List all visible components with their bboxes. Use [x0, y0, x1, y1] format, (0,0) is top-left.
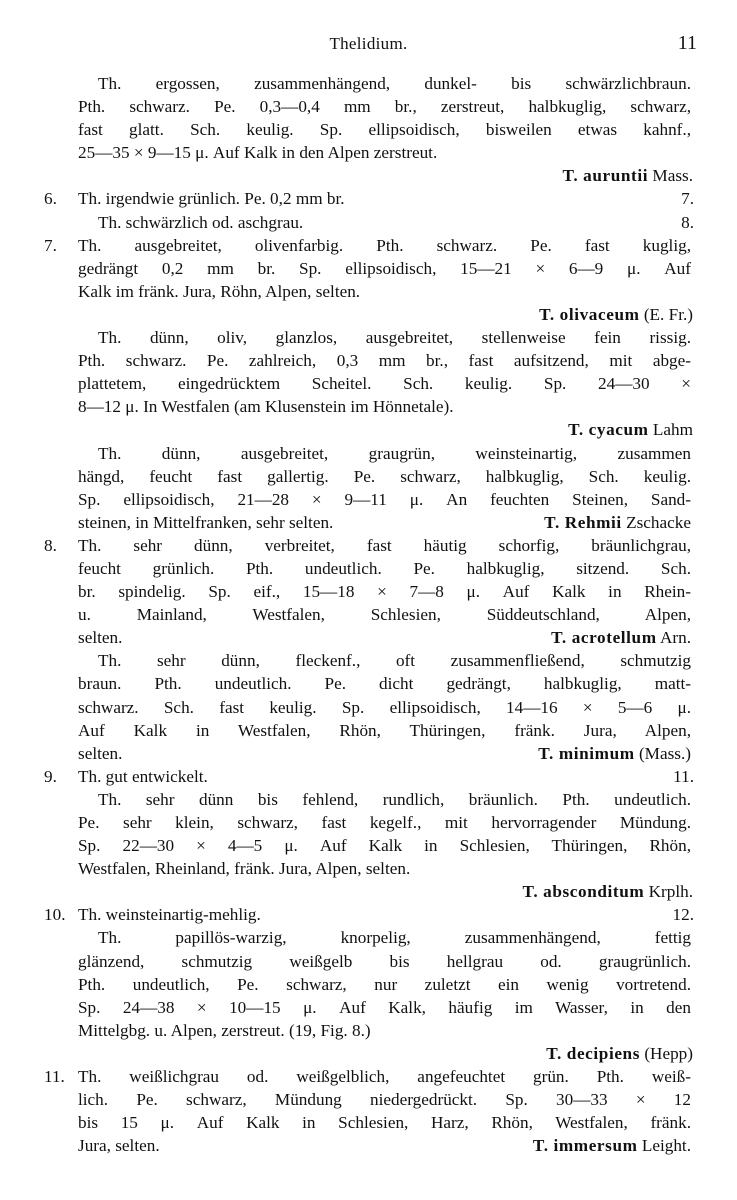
species-author: (E. Fr.) — [639, 304, 693, 324]
line-text: Th. sehr dünn, fleckenf., oft zusammenfließend, schmutzig — [98, 651, 691, 671]
species-name: T. minimum — [538, 743, 635, 763]
text-line — [0, 672, 737, 695]
line-text: plattetem, eingedrücktem Scheitel. Sch. keulig. Sp. 24—30 × — [78, 374, 691, 394]
key-number: 9. — [44, 766, 57, 786]
line-text: Th. dünn, ausgebreitet, graugrün, weinsteinartig, zusammen — [98, 443, 691, 463]
line-text: Mittelgbg. u. Alpen, zerstreut. (19, Fig. 8.) — [78, 1020, 371, 1040]
line-text — [78, 511, 691, 534]
line-text: Th. weinsteinartig-mehlig. — [78, 905, 261, 925]
line-text-start: Jura, selten. — [78, 1136, 160, 1156]
species-name: T. auruntii — [562, 166, 649, 186]
species-name-line — [0, 1042, 737, 1065]
species-author: (Mass.) — [634, 743, 691, 763]
text-line — [0, 187, 737, 210]
text-line — [0, 926, 737, 949]
species-name-line — [0, 880, 737, 903]
species-author: Zschacke — [621, 512, 691, 532]
line-text: feucht grünlich. Pth. undeutlich. Pe. halbkuglig, sitzend. Sch. — [78, 558, 691, 578]
text-line — [0, 857, 737, 880]
text-line — [0, 349, 737, 372]
line-text: Th. ergossen, zusammenhängend, dunkel- bis schwärzlichbraun. — [98, 74, 691, 93]
page-header — [0, 32, 737, 56]
line-text: Pe. sehr klein, schwarz, fast kegelf., mit hervorragender Mündung. — [78, 813, 691, 832]
text-line — [0, 788, 737, 811]
text-line — [0, 1065, 737, 1088]
species-author: (Hepp) — [640, 1043, 693, 1063]
text-line — [0, 1088, 737, 1111]
text-line — [0, 580, 737, 603]
species-citation — [563, 164, 693, 187]
key-number: 6. — [44, 189, 57, 209]
line-text: braun. Pth. undeutlich. Pe. dicht gedrängt, halbkuglig, matt- — [78, 674, 691, 694]
line-text-start: selten. — [78, 628, 123, 648]
key-reference-number: 7. — [681, 189, 694, 209]
key-number: 8. — [44, 535, 57, 555]
species-citation — [544, 511, 691, 534]
text-line — [0, 118, 737, 141]
line-text: Th. dünn, oliv, glanzlos, ausgebreitet, stellenweise fein rissig. — [98, 328, 691, 348]
key-reference-number: 8. — [681, 212, 694, 232]
text-line — [0, 696, 737, 719]
line-text: Sp. 22—30 × 4—5 μ. Auf Kalk in Schlesien, Thüringen, Rhön, — [78, 836, 691, 856]
line-text: Pth. schwarz. Pe. 0,3—0,4 mm br., zerstreut, halbkuglig, schwarz, — [78, 97, 691, 117]
species-author: Mass. — [648, 166, 693, 186]
text-line — [0, 626, 737, 649]
line-text: gedrängt 0,2 mm br. Sp. ellipsoidisch, 15—21 × 6—9 μ. Auf — [78, 258, 691, 278]
species-name-line — [0, 164, 737, 187]
species-citation — [568, 418, 693, 441]
line-text: Th. irgendwie grünlich. Pe. 0,2 mm br. — [78, 189, 345, 209]
text-line — [0, 211, 737, 234]
text-line — [0, 465, 737, 488]
text-line — [0, 511, 737, 534]
text-line — [0, 996, 737, 1019]
text-line — [0, 488, 737, 511]
key-reference-number: 12. — [672, 905, 694, 925]
species-citation — [551, 626, 691, 649]
species-citation — [538, 742, 691, 765]
species-name-line — [0, 418, 737, 441]
text-line — [0, 1134, 737, 1157]
line-text: u. Mainland, Westfalen, Schlesien, Süddeutschland, Alpen, — [78, 605, 691, 625]
species-name: T. Rehmii — [544, 512, 622, 532]
line-text — [78, 742, 691, 765]
line-text: lich. Pe. schwarz, Mündung niedergedrückt. Sp. 30—33 × 12 — [78, 1090, 691, 1110]
line-text: Pth. undeutlich, Pe. schwarz, nur zuletzt ein wenig vortretend. — [78, 974, 691, 994]
text-line — [0, 719, 737, 742]
line-text: Sp. 24—38 × 10—15 μ. Auf Kalk, häufig im Wasser, in den — [78, 997, 691, 1017]
text-line — [0, 534, 737, 557]
species-name: T. acrotellum — [551, 628, 657, 648]
line-text: Sp. ellipsoidisch, 21—28 × 9—11 μ. An feuchten Steinen, Sand- — [78, 489, 691, 509]
line-text: Kalk im fränk. Jura, Röhn, Alpen, selten. — [78, 281, 361, 301]
text-line — [0, 280, 737, 303]
page-body — [0, 72, 737, 1157]
text-line — [0, 973, 737, 996]
text-line — [0, 811, 737, 834]
text-line — [0, 95, 737, 118]
text-line — [0, 649, 737, 672]
species-name: T. cyacum — [568, 420, 649, 440]
line-text: bis 15 μ. Auf Kalk in Schlesien, Harz, Rhön, Westfalen, fränk. — [78, 1113, 691, 1133]
key-number: 10. — [44, 905, 66, 925]
text-line — [0, 257, 737, 280]
species-name: T. decipiens — [546, 1043, 641, 1063]
key-reference-number: 11. — [673, 766, 694, 786]
line-text: 8—12 μ. In Westfalen (am Klusenstein im Hönnetale). — [78, 397, 454, 417]
line-text — [78, 626, 691, 649]
text-line — [0, 1019, 737, 1042]
key-number: 11. — [44, 1067, 65, 1087]
line-text: fast glatt. Sch. keulig. Sp. ellipsoidisch, bisweilen etwas kahnf., — [78, 120, 691, 140]
species-author: Arn. — [656, 628, 691, 648]
species-author: Lahm — [648, 420, 693, 440]
species-citation — [523, 880, 693, 903]
species-name: T. olivaceum — [539, 304, 640, 324]
species-name-line — [0, 303, 737, 326]
line-text — [78, 1134, 691, 1157]
text-line — [0, 395, 737, 418]
species-author: Leight. — [637, 1136, 691, 1156]
line-text: br. spindelig. Sp. eif., 15—18 × 7—8 μ. Auf Kalk in Rhein- — [78, 582, 691, 602]
line-text: 25—35 × 9—15 μ. Auf Kalk in den Alpen zerstreut. — [78, 143, 438, 163]
text-line — [0, 603, 737, 626]
species-citation — [533, 1134, 691, 1157]
text-line — [0, 742, 737, 765]
text-line — [0, 442, 737, 465]
text-line — [0, 326, 737, 349]
text-line — [0, 765, 737, 788]
text-line — [0, 834, 737, 857]
line-text-start: steinen, in Mittelfranken, sehr selten. — [78, 512, 334, 532]
running-title: Thelidium. — [329, 34, 408, 53]
page-number: 11 — [677, 32, 697, 54]
line-text: Auf Kalk in Westfalen, Rhön, Thüringen, fränk. Jura, Alpen, — [78, 720, 691, 740]
species-name: T. absconditum — [522, 882, 645, 902]
line-text: hängd, feucht fast gallertig. Pe. schwarz, halbkuglig, Sch. keulig. — [78, 466, 691, 486]
species-citation — [546, 1042, 693, 1065]
line-text: glänzend, schmutzig weißgelb bis hellgrau od. graugrünlich. — [78, 951, 691, 971]
line-text: Th. gut entwickelt. — [78, 766, 208, 786]
text-line — [0, 557, 737, 580]
line-text: Th. schwärzlich od. aschgrau. — [98, 212, 304, 232]
line-text: Th. sehr dünn, verbreitet, fast häutig schorfig, bräunlichgrau, — [78, 535, 691, 555]
species-name: T. immersum — [532, 1136, 638, 1156]
line-text: schwarz. Sch. fast keulig. Sp. ellipsoidisch, 14—16 × 5—6 μ. — [78, 697, 691, 717]
species-author: Krplh. — [644, 882, 693, 902]
line-text: Th. weißlichgrau od. weißgelblich, angefeuchtet grün. Pth. weiß- — [78, 1067, 691, 1087]
line-text-start: selten. — [78, 743, 123, 763]
species-citation — [539, 303, 693, 326]
text-line — [0, 950, 737, 973]
key-number: 7. — [44, 235, 57, 255]
line-text: Th. ausgebreitet, olivenfarbig. Pth. schwarz. Pe. fast kuglig, — [78, 235, 691, 255]
text-line — [0, 234, 737, 257]
text-line — [0, 141, 737, 164]
line-text: Th. sehr dünn bis fehlend, rundlich, bräunlich. Pth. undeutlich. — [98, 789, 691, 809]
text-line — [0, 372, 737, 395]
text-line — [0, 72, 737, 95]
line-text: Th. papillös-warzig, knorpelig, zusammenhängend, fettig — [98, 928, 691, 948]
line-text: Pth. schwarz. Pe. zahlreich, 0,3 mm br., fast aufsitzend, mit abge- — [78, 351, 691, 371]
line-text: Westfalen, Rheinland, fränk. Jura, Alpen, selten. — [78, 859, 411, 879]
text-line — [0, 1111, 737, 1134]
text-line — [0, 903, 737, 926]
